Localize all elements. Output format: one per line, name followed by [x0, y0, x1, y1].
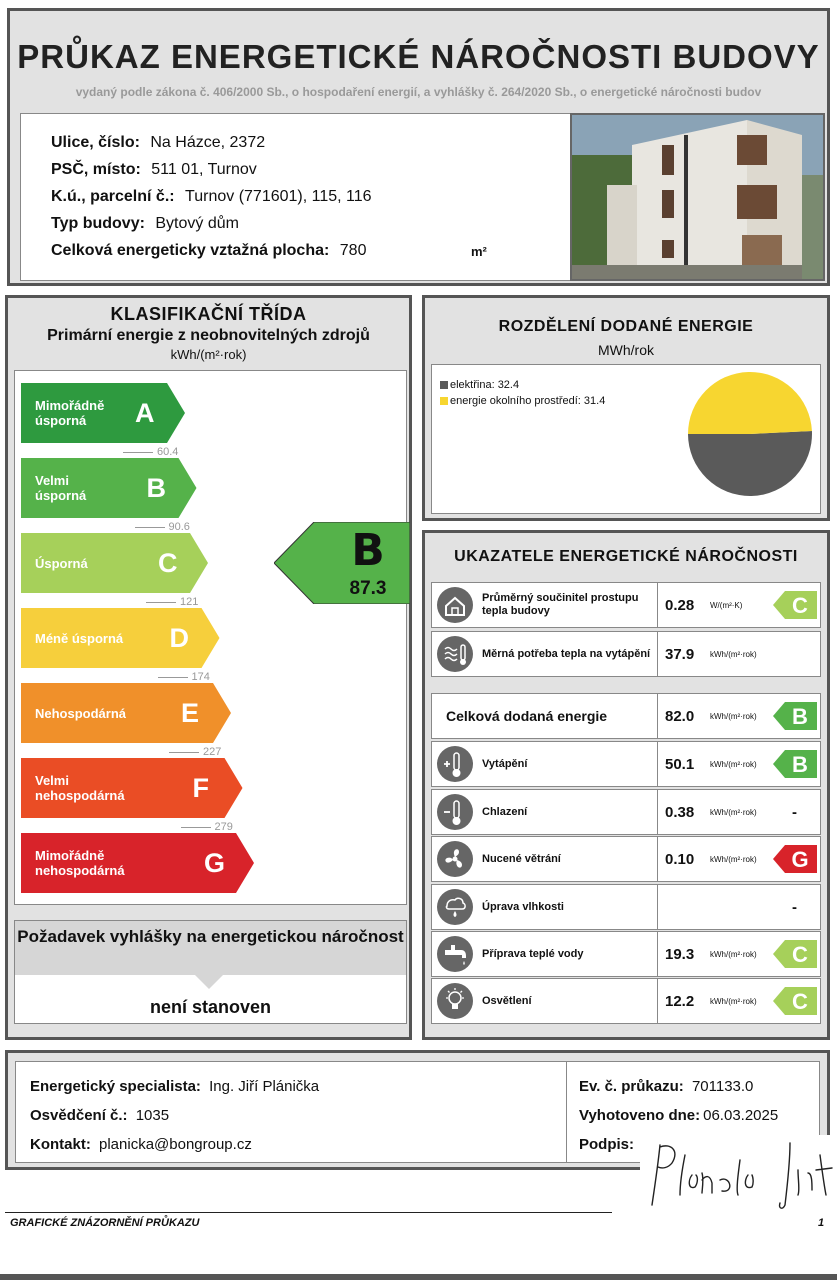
- svg-text:C: C: [792, 593, 808, 618]
- class-arrow-e: [21, 683, 231, 743]
- class-letter: F: [192, 772, 209, 803]
- indicator-name: Měrná potřeba tepla na vytápění: [482, 647, 651, 660]
- legend-item: [440, 395, 605, 407]
- indicator-row: [431, 789, 821, 835]
- split-chart-box: [431, 364, 821, 514]
- date-value: 06.03.2025: [703, 1107, 779, 1124]
- indicator-row: [431, 884, 821, 930]
- result-class-letter: B: [351, 525, 385, 576]
- class-threshold: 227: [169, 746, 221, 758]
- class-arrow-g: [21, 833, 254, 893]
- indicator-name: Celková dodaná energie: [446, 707, 608, 724]
- requirement-value: není stanoven: [149, 997, 272, 1017]
- legend-item: [440, 379, 519, 391]
- indicator-name: Úprava vlhkosti: [482, 900, 564, 913]
- requirement-box: [14, 920, 407, 1024]
- legend-swatch: [440, 397, 448, 405]
- contact-value: planicka@bongroup.cz: [99, 1136, 252, 1153]
- address-box: [20, 113, 573, 281]
- humidity-icon: [437, 889, 473, 925]
- indicator-row: [431, 582, 821, 628]
- class-name: Mimořádně nehospodárná: [35, 848, 125, 878]
- building-type-value: Bytový dům: [155, 215, 239, 232]
- energy-pie-chart: [687, 371, 813, 497]
- indicator-unit: W/(m²·K): [710, 600, 743, 610]
- indicator-value: 12.2: [665, 992, 695, 1010]
- indicator-name: Nucené větrání: [482, 852, 561, 865]
- indicator-row: [431, 836, 821, 882]
- specialist-label: Energetický specialista:: [30, 1078, 201, 1095]
- class-threshold: 121: [146, 596, 198, 608]
- page-number: 1: [818, 1217, 825, 1229]
- document-title: PRŮKAZ ENERGETICKÉ NÁROČNOSTI BUDOVY: [17, 38, 820, 75]
- indicator-value: 0.38: [665, 803, 695, 821]
- heat-need-icon: [437, 636, 473, 672]
- class-arrow-f: [21, 758, 243, 818]
- signature-label: Podpis:: [579, 1136, 634, 1153]
- building-type-label: Typ budovy:: [51, 215, 145, 232]
- indicator-value: 0.10: [665, 850, 695, 868]
- area-label: Celková energeticky vztažná plocha:: [51, 242, 330, 259]
- class-name: Mimořádně úsporná: [35, 398, 105, 428]
- class-threshold: 174: [158, 671, 210, 683]
- record-value: 701133.0: [691, 1078, 754, 1095]
- svg-text:B: B: [792, 704, 808, 729]
- building-photo: [570, 113, 825, 281]
- indicator-value: 0.28: [665, 596, 695, 614]
- indicators-panel: [422, 530, 830, 1040]
- class-arrow-b: [21, 458, 197, 518]
- house-icon: [437, 587, 473, 623]
- classification-unit: kWh/(m²·rok): [170, 347, 247, 362]
- class-letter: G: [204, 847, 226, 878]
- zip-label: PSČ, místo:: [51, 161, 141, 178]
- indicator-class-none: -: [792, 803, 797, 821]
- signature: [640, 1135, 835, 1210]
- legend-label: energie okolního prostředí: 31.4: [450, 395, 606, 407]
- class-name: Velmi úsporná: [35, 473, 87, 503]
- indicator-class-tag: [773, 940, 817, 968]
- legend-label: elektřina: 32.4: [450, 379, 520, 391]
- indicator-value: 37.9: [665, 645, 695, 663]
- class-name: Nehospodárná: [35, 705, 127, 721]
- classification-scale: [14, 370, 407, 905]
- class-letter: C: [158, 547, 178, 578]
- indicator-unit: kWh/(m²·rok): [710, 949, 757, 959]
- bulb-icon: [437, 983, 473, 1019]
- certificate-value: 1035: [135, 1107, 170, 1124]
- specialist-value: Ing. Jiří Plánička: [209, 1078, 320, 1095]
- indicator-value: 19.3: [665, 945, 695, 963]
- indicator-class-tag: [773, 591, 817, 619]
- energy-split-panel: [422, 295, 830, 521]
- indicators-title: UKAZATELE ENERGETICKÉ NÁROČNOSTI: [454, 548, 798, 565]
- indicator-name: Příprava teplé vody: [482, 947, 584, 960]
- split-unit: MWh/rok: [598, 342, 654, 358]
- indicator-unit: kWh/(m²·rok): [710, 854, 757, 864]
- zip-value: 511 01, Turnov: [151, 161, 257, 178]
- indicator-class-tag: [773, 750, 817, 778]
- classification-title: KLASIFIKAČNÍ TŘÍDA: [110, 304, 307, 324]
- class-threshold: 90.6: [135, 521, 190, 533]
- indicator-unit: kWh/(m²·rok): [710, 649, 757, 659]
- indicator-class-tag: [773, 845, 817, 873]
- pie-slice: [688, 372, 812, 434]
- street-value: Na Házce, 2372: [150, 134, 266, 151]
- indicator-name: Vytápění: [482, 757, 528, 770]
- result-class-value: 87.3: [349, 578, 387, 599]
- street-label: Ulice, číslo:: [51, 134, 140, 151]
- indicator-class-none: -: [792, 898, 797, 916]
- class-letter: B: [146, 472, 166, 503]
- indicator-name: Osvětlení: [482, 994, 532, 1007]
- area-unit: m²: [471, 244, 487, 259]
- class-arrow-d: [21, 608, 220, 668]
- class-arrow-c: [21, 533, 208, 593]
- thermometer-minus-icon: [437, 794, 473, 830]
- indicator-class-tag: [773, 987, 817, 1015]
- class-letter: E: [181, 697, 200, 728]
- indicator-row: [431, 741, 821, 787]
- class-name: Méně úsporná: [35, 630, 124, 646]
- classification-subtitle: Primární energie z neobnovitelných zdrojů: [47, 327, 370, 344]
- faucet-icon: [437, 936, 473, 972]
- indicator-row: [431, 631, 821, 677]
- class-letter: A: [135, 397, 155, 428]
- indicator-unit: kWh/(m²·rok): [710, 996, 757, 1006]
- indicator-class-tag: [773, 702, 817, 730]
- class-threshold: 60.4: [123, 446, 178, 458]
- requirement-title: Požadavek vyhlášky na energetickou náročnost: [15, 921, 406, 975]
- cadastre-value: Turnov (771601), 115, 116: [185, 188, 372, 205]
- indicator-name: Chlazení: [482, 805, 528, 818]
- svg-text:G: G: [791, 847, 809, 872]
- split-title: ROZDĚLENÍ DODANÉ ENERGIE: [498, 318, 754, 335]
- svg-text:C: C: [792, 989, 808, 1014]
- area-value: 780: [339, 242, 367, 259]
- date-label: Vyhotoveno dne:: [579, 1107, 701, 1124]
- pie-slice: [688, 431, 812, 496]
- indicator-unit: kWh/(m²·rok): [710, 711, 757, 721]
- class-name: Velmi nehospodárná: [35, 773, 125, 803]
- page-footer-text: GRAFICKÉ ZNÁZORNĚNÍ PRŮKAZU: [10, 1217, 200, 1229]
- contact-label: Kontakt:: [30, 1136, 91, 1153]
- certificate-label: Osvědčení č.:: [30, 1107, 128, 1124]
- indicator-row: [431, 693, 821, 739]
- svg-text:C: C: [792, 942, 808, 967]
- class-arrow-a: [21, 383, 185, 443]
- indicator-row: [431, 931, 821, 977]
- indicator-value: 50.1: [665, 755, 695, 773]
- class-letter: D: [169, 622, 189, 653]
- fan-icon: [437, 841, 473, 877]
- class-threshold: 279: [181, 821, 233, 833]
- indicator-row: [431, 978, 821, 1024]
- indicator-unit: kWh/(m²·rok): [710, 759, 757, 769]
- indicator-value: 82.0: [665, 707, 695, 725]
- record-label: Ev. č. průkazu:: [579, 1078, 684, 1095]
- classification-panel: [5, 295, 412, 1040]
- thermometer-plus-icon: [437, 746, 473, 782]
- legend-swatch: [440, 381, 448, 389]
- svg-text:B: B: [792, 752, 808, 777]
- cadastre-label: K.ú., parcelní č.:: [51, 188, 175, 205]
- header-panel: [7, 8, 830, 286]
- document-subtitle: vydaný podle zákona č. 406/2000 Sb., o hospodaření energií, a vyhlášky č. 264/2020 Sb., o energetické náročnosti budov: [75, 85, 762, 99]
- class-name: Úsporná: [35, 555, 88, 571]
- indicator-unit: kWh/(m²·rok): [710, 807, 757, 817]
- indicator-name: Průměrný součinitel prostupu tepla budovy: [482, 592, 639, 617]
